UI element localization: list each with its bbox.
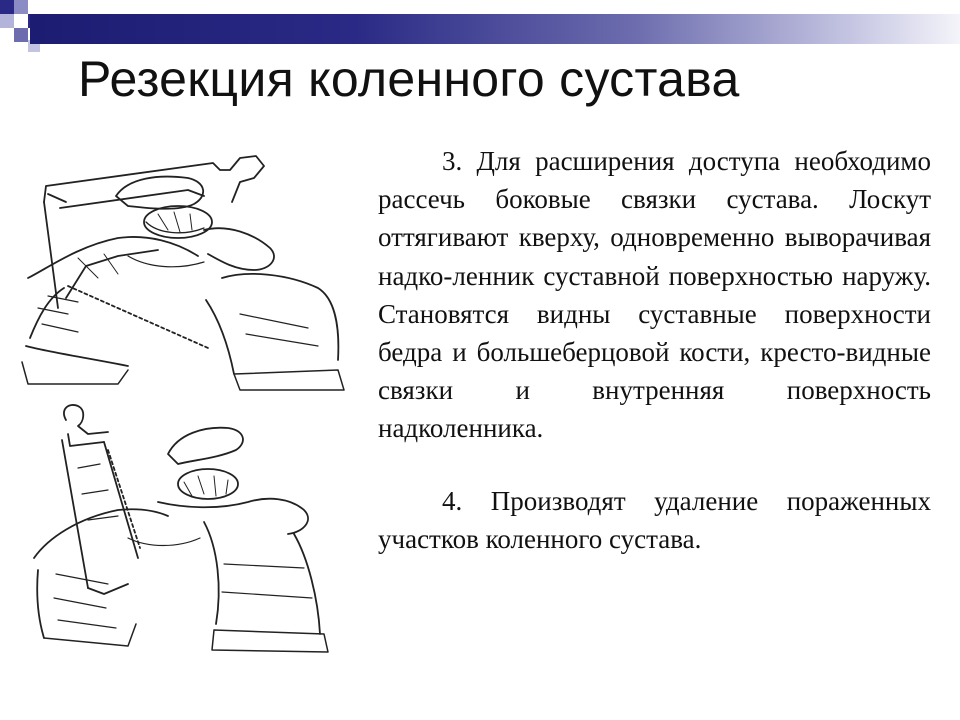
slide-body: [378, 142, 931, 558]
paragraph-step-3: 3. Для расширения доступа необходимо рассечь боковые связки сустава. Лоскут оттягивают кверху, одновременно выворачивая надко-ленник суставной поверхностью наружу. Становятся видны суставные поверхности бедра и большеберцовой кости, кресто-видные связки и внутренняя поверхность надколенника.: [378, 146, 931, 444]
slide-title: Резекция коленного сустава: [78, 51, 740, 107]
knee-resection-step-4-drawing: [8, 398, 353, 653]
header-gradient-bar: [30, 14, 960, 44]
knee-resection-step-3-drawing: [8, 138, 353, 393]
paragraph-step-4: 4. Производят удаление пораженных участков коленного сустава.: [378, 485, 931, 554]
